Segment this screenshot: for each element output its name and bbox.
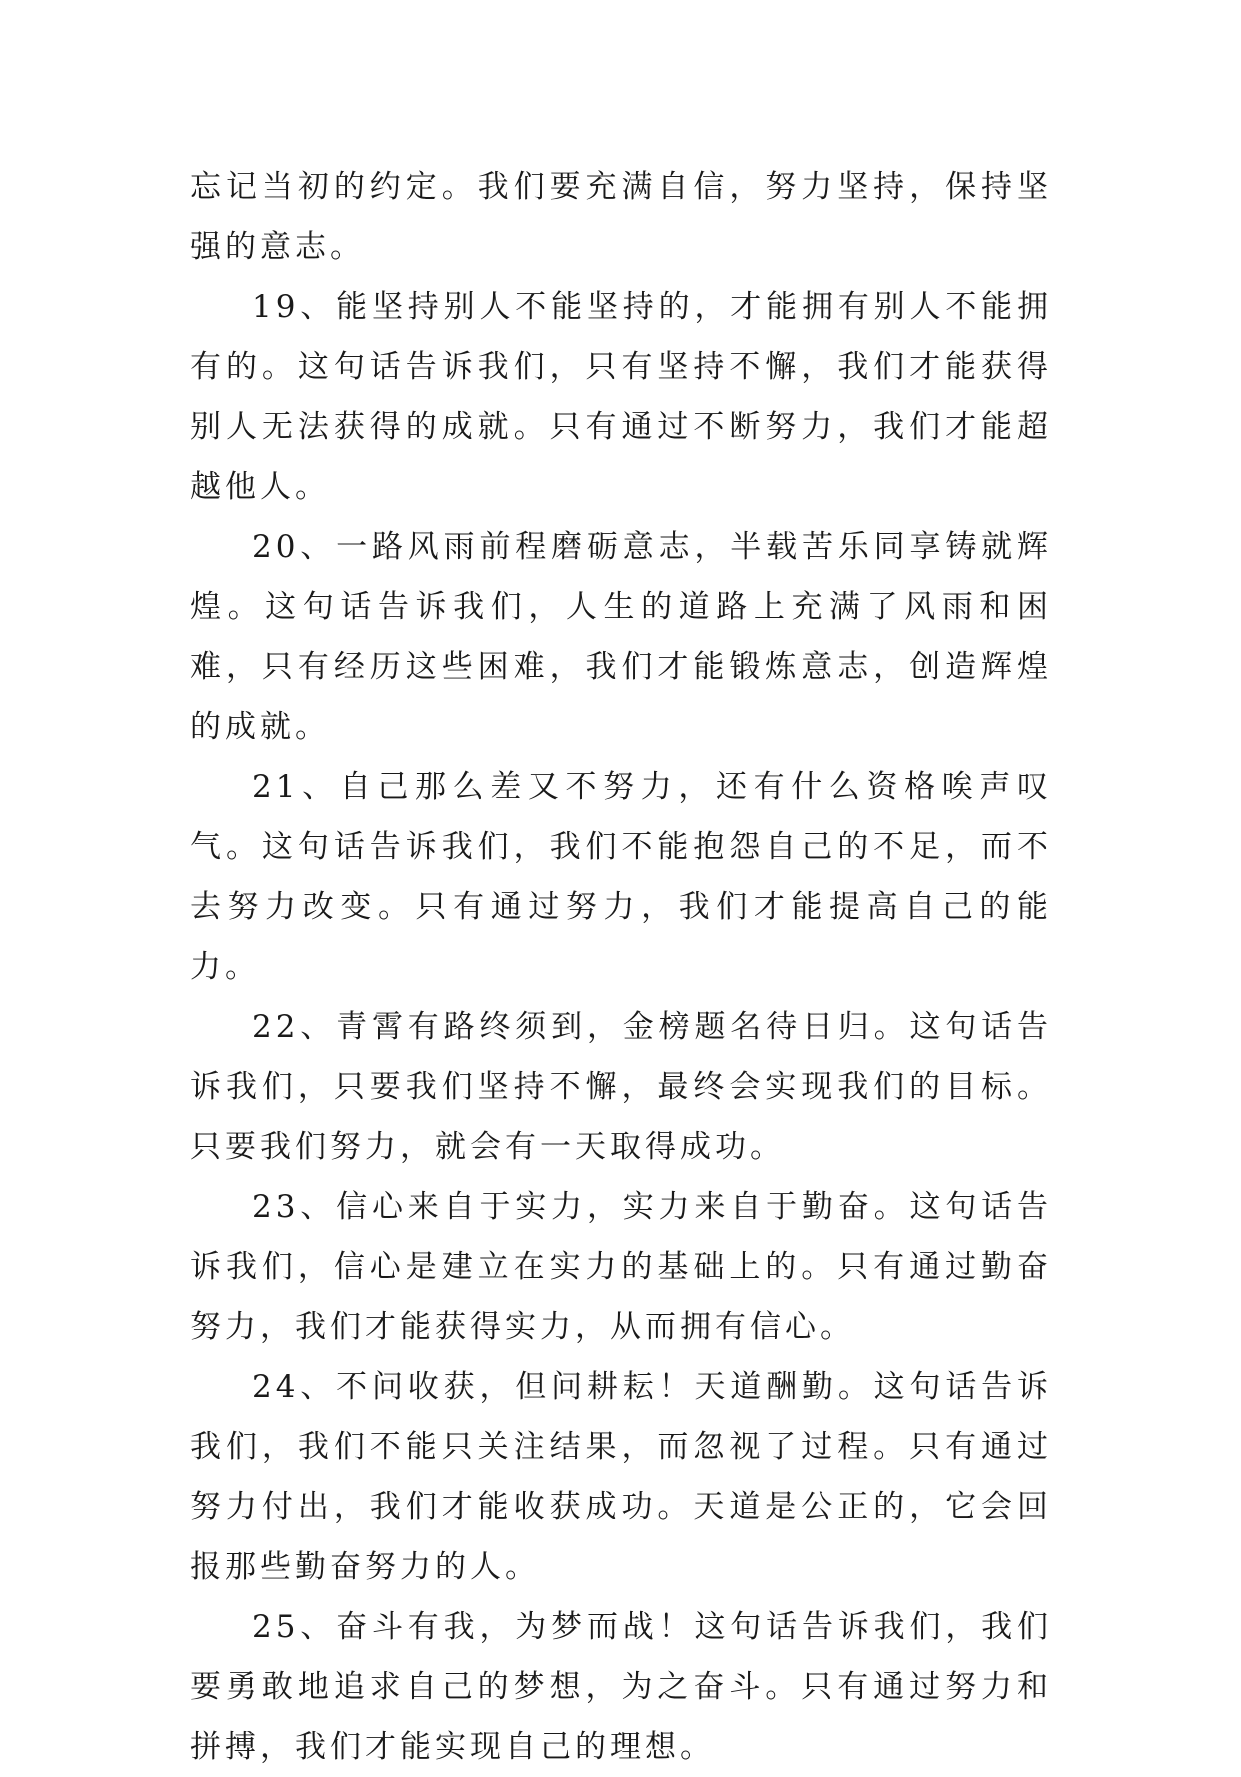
paragraph-21: 21、自己那么差又不努力，还有什么资格唉声叹气。这句话告诉我们，我们不能抱怨自己的不足，而不去努力改变。只有通过努力，我们才能提高自己的能力。 [190,769,1052,985]
paragraph-24: 24、不问收获，但问耕耘！天道酬勤。这句话告诉我们，我们不能只关注结果，而忽视了过程。只有通过努力付出，我们才能收获成功。天道是公正的，它会回报那些勤奋努力的人。 [190,1369,1052,1585]
paragraph-22: 22、青霄有路终须到，金榜题名待日归。这句话告诉我们，只要我们坚持不懈，最终会实现我们的目标。只要我们努力，就会有一天取得成功。 [190,1009,1052,1165]
paragraph-19: 19、能坚持别人不能坚持的，才能拥有别人不能拥有的。这句话告诉我们，只有坚持不懈，我们才能获得别人无法获得的成就。只有通过不断努力，我们才能超越他人。 [190,289,1052,505]
paragraph-continuation: 忘记当初的约定。我们要充满自信，努力坚持，保持坚强的意志。 [190,169,1052,265]
paragraph-23: 23、信心来自于实力，实力来自于勤奋。这句话告诉我们，信心是建立在实力的基础上的。只有通过勤奋努力，我们才能获得实力，从而拥有信心。 [190,1189,1052,1345]
paragraph-25: 25、奋斗有我，为梦而战！这句话告诉我们，我们要勇敢地追求自己的梦想，为之奋斗。只有通过努力和拼搏，我们才能实现自己的理想。 [190,1609,1052,1765]
paragraph-20: 20、一路风雨前程磨砺意志，半载苦乐同享铸就辉煌。这句话告诉我们，人生的道路上充满了风雨和困难，只有经历这些困难，我们才能锻炼意志，创造辉煌的成就。 [190,529,1052,745]
document-body [190,157,1052,1777]
